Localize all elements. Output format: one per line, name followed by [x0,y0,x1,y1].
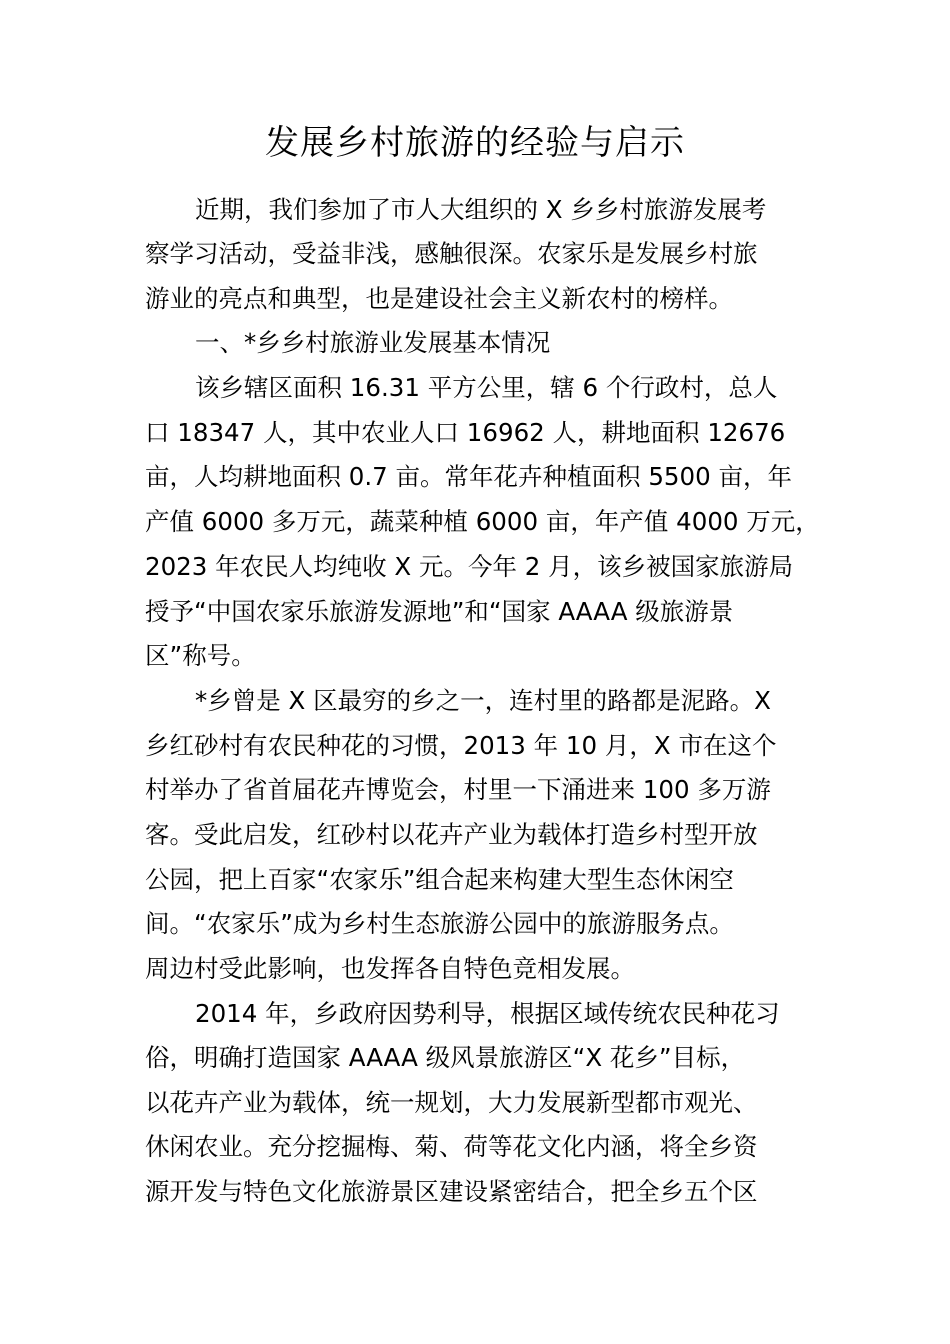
page-title: 发展乡村旅游的经验与启示 [265,123,685,163]
text-line: 该乡辖区面积 16.31 平方公里，辖 6 个行政村，总人 [195,373,778,402]
text-line: *乡曾是 X 区最穷的乡之一，连村里的路都是泥路。X [195,686,771,715]
text-line: 村举办了省首届花卉博览会，村里一下涌进来 100 多万游 [145,775,771,804]
text-line: 乡红砂村有农民种花的习惯，2013 年 10 月，X 市在这个 [145,731,777,760]
text-line: 区”称号。 [145,641,256,670]
text-line: 察学习活动，受益非浅，感触很深。农家乐是发展乡村旅 [145,239,758,268]
text-line: 口 18347 人，其中农业人口 16962 人，耕地面积 12676 [145,418,786,447]
text-line: 近期，我们参加了市人大组织的 X 乡乡村旅游发展考 [195,195,767,224]
text-line: 俗，明确打造国家 AAAA 级风景旅游区“X 花乡”目标， [145,1043,746,1072]
text-line: 休闲农业。充分挖掘梅、菊、荷等花文化内涵，将全乡资 [145,1132,758,1161]
text-line: 亩，人均耕地面积 0.7 亩。常年花卉种植面积 5500 亩，年 [145,462,792,491]
text-line: 间。“农家乐”成为乡村生态旅游公园中的旅游服务点。 [145,909,734,938]
section-heading: 一、*乡乡村旅游业发展基本情况 [195,328,551,357]
text-line: 游业的亮点和典型，也是建设社会主义新农村的榜样。 [145,284,733,313]
text-line: 以花卉产业为载体，统一规划，大力发展新型都市观光、 [145,1088,758,1117]
text-line: 公园，把上百家“农家乐”组合起来构建大型生态休闲空 [145,865,734,894]
text-line: 周边村受此影响，也发挥各自特色竞相发展。 [145,954,635,983]
text-line: 产值 6000 多万元，蔬菜种植 6000 亩，年产值 4000 万元， [145,507,820,536]
text-line: 源开发与特色文化旅游景区建设紧密结合，把全乡五个区 [145,1177,758,1206]
text-line: 2023 年农民人均纯收 X 元。今年 2 月，该乡被国家旅游局 [145,552,794,581]
text-line: 客。受此启发，红砂村以花卉产业为载体打造乡村型开放 [145,820,758,849]
text-line: 授予“中国农家乐旅游发源地”和“国家 AAAA 级旅游景 [145,597,734,626]
text-line: 2014 年，乡政府因势利导，根据区域传统农民种花习 [195,999,780,1028]
